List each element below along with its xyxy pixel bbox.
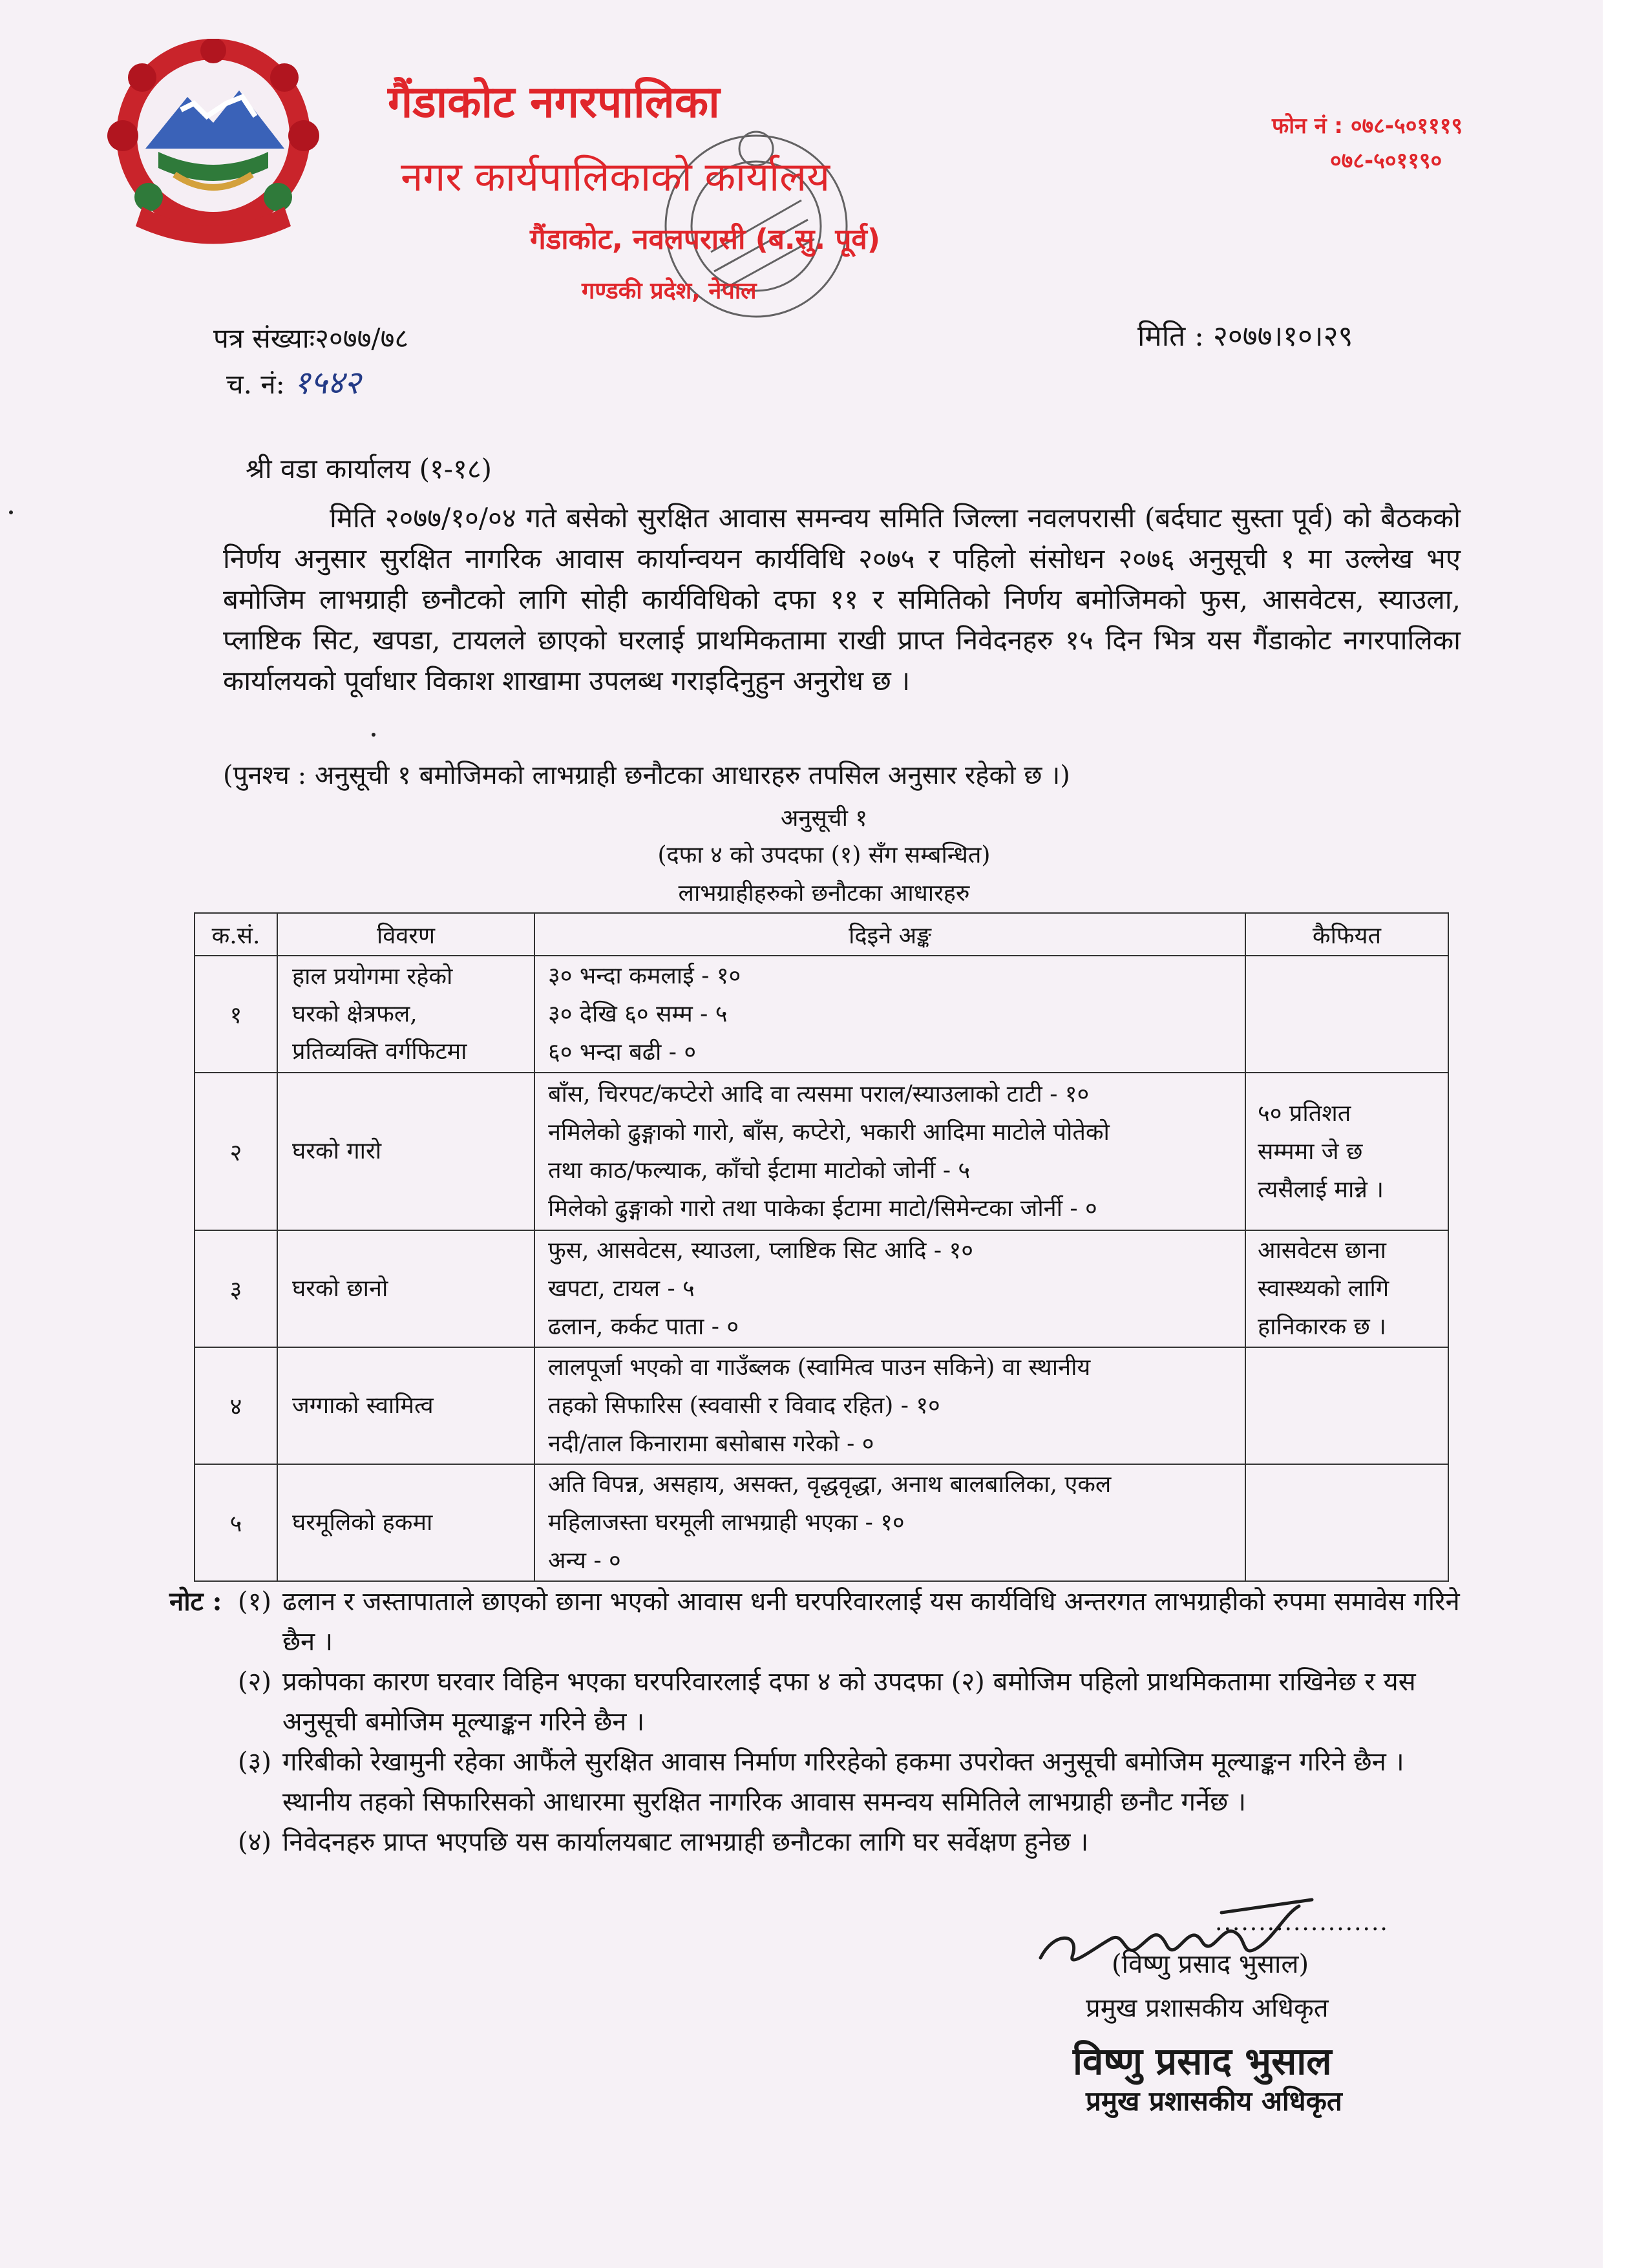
- note-item: [169, 1742, 1468, 1822]
- table-row: [195, 956, 1448, 1073]
- cell-remarks-line: त्यसैलाई मान्ने ।: [1258, 1176, 1384, 1203]
- cell-remarks: [1245, 1073, 1448, 1230]
- letter-date: मिति : २०७७।१०।२९: [1137, 320, 1353, 353]
- table-row: [195, 1230, 1448, 1347]
- annex-subtitle: (दफा ४ को उपदफा (१) सँग सम्बन्धित): [657, 842, 991, 868]
- cell-description-line: हाल प्रयोगमा रहेको: [292, 963, 453, 990]
- cell-remarks: [1245, 1347, 1448, 1464]
- cell-remarks-line: आसवेटस छाना: [1258, 1237, 1386, 1264]
- dispatch-number: [226, 359, 361, 403]
- cell-description: [277, 1347, 534, 1464]
- note-number: (२): [238, 1667, 272, 1697]
- province-line: गण्डकी प्रदेश, नेपाल: [582, 278, 757, 304]
- table-body: [195, 956, 1448, 1581]
- note-number: (४): [238, 1827, 272, 1857]
- cell-description-line: घरको छानो: [292, 1275, 388, 1302]
- cell-description: [277, 1230, 534, 1347]
- note-text: निवेदनहरु प्राप्त भएपछि यस कार्यालयबाट लाभग्राही छनौटका लागि घर सर्वेक्षण हुनेछ ।: [282, 1827, 1089, 1857]
- org-name: गैंडाकोट नगरपालिका: [388, 77, 720, 128]
- cell-remarks-line: हानिकारक छ ।: [1258, 1314, 1386, 1340]
- header-points: दिइने अङ्क: [534, 913, 1245, 956]
- cell-points-line: ढलान, कर्कट पाता - ०: [548, 1314, 739, 1340]
- cell-description-line: घरको क्षेत्रफल,: [292, 1000, 417, 1027]
- cell-points-line: अन्य - ०: [548, 1548, 621, 1574]
- phone-number-2: ०७८-५०११९०: [1330, 148, 1442, 174]
- note-text: प्रकोपका कारण घरवार विहिन भएका घरपरिवारलाई दफा ४ को उपदफा (२) बमोजिम पहिलो प्राथमिकतामा राखिनेछ र यस अनुसूची बमोजिम मूल्याङ्कन गरिने छैन ।: [282, 1667, 1416, 1737]
- annex-caption: लाभग्राहीहरुको छनौटका आधारहरु: [678, 880, 970, 907]
- cell-points-line: खपटा, टायल - ५: [548, 1276, 695, 1302]
- cell-description-line: प्रतिव्यक्ति वर्गफिटमा: [292, 1038, 467, 1065]
- nepal-emblem-icon: [97, 39, 330, 252]
- body-paragraph: मिति २०७७/१०/०४ गते बसेको सुरक्षित आवास समन्वय समिति जिल्ला नवलपरासी (बर्दघाट सुस्ता पूर्व) को बैठकको निर्णय अनुसार सुरक्षित नागरिक आवास कार्यान्वयन कार्यविधि २०७५ र पहिलो संसोधन २०७६ अनुसूची १ मा उल्लेख भए बमोजिम लाभग्राही छनौटको लागि सोही कार्यविधिको दफा ११ र समितिको निर्णय बमोजिमको फुस, आसवेटस, स्याउला, प्लाष्टिक सिट, खपडा, टायलले छाएको घरलाई प्राथमिकतामा राखी प्राप्त निवेदनहरु १५ दिन भित्र यस गैंडाकोट नगरपालिका कार्यालयको पूर्वाधार विकाश शाखामा उपलब्ध गराइदिनुहुन अनुरोध छ ।: [223, 502, 1461, 697]
- annex-title: अनुसूची १: [780, 805, 868, 832]
- name-stamp: विष्णु प्रसाद भुसाल: [1073, 2039, 1332, 2083]
- note-item: [169, 1822, 1468, 1862]
- table-header-row: [195, 913, 1448, 956]
- cell-description: [277, 956, 534, 1073]
- notes-section: [169, 1582, 1468, 1862]
- table-row: [195, 1464, 1448, 1581]
- criteria-table: [194, 912, 1449, 1582]
- table-row: [195, 1347, 1448, 1464]
- cell-points: [534, 1464, 1245, 1581]
- cell-points-line: महिलाजस्ता घरमूली लाभग्राही भएका - १०: [548, 1509, 905, 1536]
- cell-description-line: जग्गाको स्वामित्व: [292, 1392, 434, 1419]
- office-name: नगर कार्यपालिकाको कार्यालय: [401, 153, 830, 200]
- cell-points-line: फुस, आसवेटस, स्याउला, प्लाष्टिक सिट आदि - १०: [548, 1237, 973, 1264]
- table-row: [195, 1073, 1448, 1230]
- cell-sn: ५: [195, 1464, 277, 1581]
- cell-points-line: लालपूर्जा भएको वा गाउँब्लक (स्वामित्व पाउन सकिने) वा स्थानीय: [548, 1354, 1091, 1381]
- cell-points: [534, 1073, 1245, 1230]
- note-number: (१): [238, 1587, 272, 1617]
- signatory-name: (विष्णु प्रसाद भुसाल): [1112, 1949, 1309, 1979]
- cell-description: [277, 1464, 534, 1581]
- cell-points: [534, 1347, 1245, 1464]
- cell-sn: १: [195, 956, 277, 1073]
- dispatch-value: १५४२: [293, 364, 361, 401]
- cell-sn: ४: [195, 1347, 277, 1464]
- scan-speck: [9, 510, 13, 514]
- header-remarks: कैफियत: [1245, 913, 1448, 956]
- note-text: गरिबीको रेखामुनी रहेका आफैंले सुरक्षित आवास निर्माण गरिरहेको हकमा उपरोक्त अनुसूची बमोजिम मूल्याङ्कन गरिने छैन । स्थानीय तहको सिफारिसको आधारमा सुरक्षित नागरिक आवास समन्वय समितिले लाभग्राही छनौट गर्नेछ ।: [282, 1747, 1404, 1817]
- scan-margin: [1603, 0, 1648, 2268]
- cell-points-line: ६० भन्दा बढी - ०: [548, 1039, 697, 1066]
- note-item: [169, 1662, 1468, 1742]
- cell-remarks-line: स्वास्थ्यको लागि: [1258, 1276, 1389, 1302]
- cell-points-line: ३० देखि ६० सम्म - ५: [548, 1001, 728, 1027]
- cell-description: [277, 1073, 534, 1230]
- cell-points-line: मिलेको ढुङ्गाको गारो तथा पाकेका ईटामा माटो/सिमेन्टका जोर्नी - ०: [548, 1195, 1097, 1222]
- cell-remarks: [1245, 956, 1448, 1073]
- scan-speck: [372, 733, 375, 737]
- cell-remarks-line: सम्ममा जे छ: [1258, 1138, 1363, 1165]
- recipient: श्री वडा कार्यालय (१-१८): [246, 453, 492, 485]
- phone-block: [1272, 109, 1576, 178]
- cell-points-line: बाँस, चिरपट/कप्टेरो आदि वा त्यसमा पराल/स्याउलाको टाटी - १०: [548, 1081, 1090, 1108]
- cell-points-line: तथा काठ/फल्याक, काँचो ईटामा माटोको जोर्नी - ५: [548, 1157, 971, 1184]
- cell-sn: २: [195, 1073, 277, 1230]
- signatory-designation: प्रमुख प्रशासकीय अधिकृत: [1086, 1993, 1329, 2023]
- note-number: (३): [238, 1747, 272, 1777]
- header-description: विवरण: [277, 913, 534, 956]
- cell-points-line: अति विपन्न, असहाय, असक्त, वृद्धवृद्धा, अनाथ बालबालिका, एकल: [548, 1471, 1112, 1498]
- cell-points-line: तहको सिफारिस (स्ववासी र विवाद रहित) - १०: [548, 1392, 940, 1419]
- office-address: गैंडाकोट, नवलपरासी (ब.सु. पूर्व): [530, 223, 880, 256]
- cell-remarks: [1245, 1464, 1448, 1581]
- note-item: [169, 1582, 1468, 1662]
- cell-points-line: नमिलेको ढुङ्गाको गारो, बाँस, कप्टेरो, भकारी आदिमा माटोले पोतेको: [548, 1119, 1110, 1146]
- header-sn: क.सं.: [195, 913, 277, 956]
- cell-remarks-line: ५० प्रतिशत: [1258, 1100, 1351, 1127]
- designation-stamp: प्रमुख प्रशासकीय अधिकृत: [1086, 2085, 1342, 2117]
- cell-sn: ३: [195, 1230, 277, 1347]
- letter-number: पत्र संख्याः२०७७/७८: [213, 322, 409, 354]
- postscript: (पुनश्च : अनुसूची १ बमोजिमको लाभग्राही छनौटका आधारहरु तपसिल अनुसार रहेको छ ।): [223, 761, 1070, 790]
- cell-points: [534, 956, 1245, 1073]
- phone-number-1: फोन नं : ०७८-५०१११९: [1272, 113, 1463, 139]
- cell-points-line: नदी/ताल किनारामा बसोबास गरेको - ०: [548, 1431, 874, 1457]
- note-text: ढलान र जस्तापाताले छाएको छाना भएको आवास धनी घरपरिवारलाई यस कार्यविधि अन्तरगत लाभग्राहीको रुपमा समावेस गरिने छैन ।: [282, 1587, 1460, 1657]
- cell-description-line: घरमूलिको हकमा: [292, 1509, 433, 1536]
- cell-remarks: [1245, 1230, 1448, 1347]
- cell-description-line: घरको गारो: [292, 1138, 382, 1164]
- signature-line: ....................: [1215, 1909, 1389, 1936]
- notes-label: नोट :: [169, 1586, 222, 1617]
- cell-points-line: ३० भन्दा कमलाई - १०: [548, 963, 741, 989]
- dispatch-label: च. नं:: [226, 368, 285, 400]
- cell-points: [534, 1230, 1245, 1347]
